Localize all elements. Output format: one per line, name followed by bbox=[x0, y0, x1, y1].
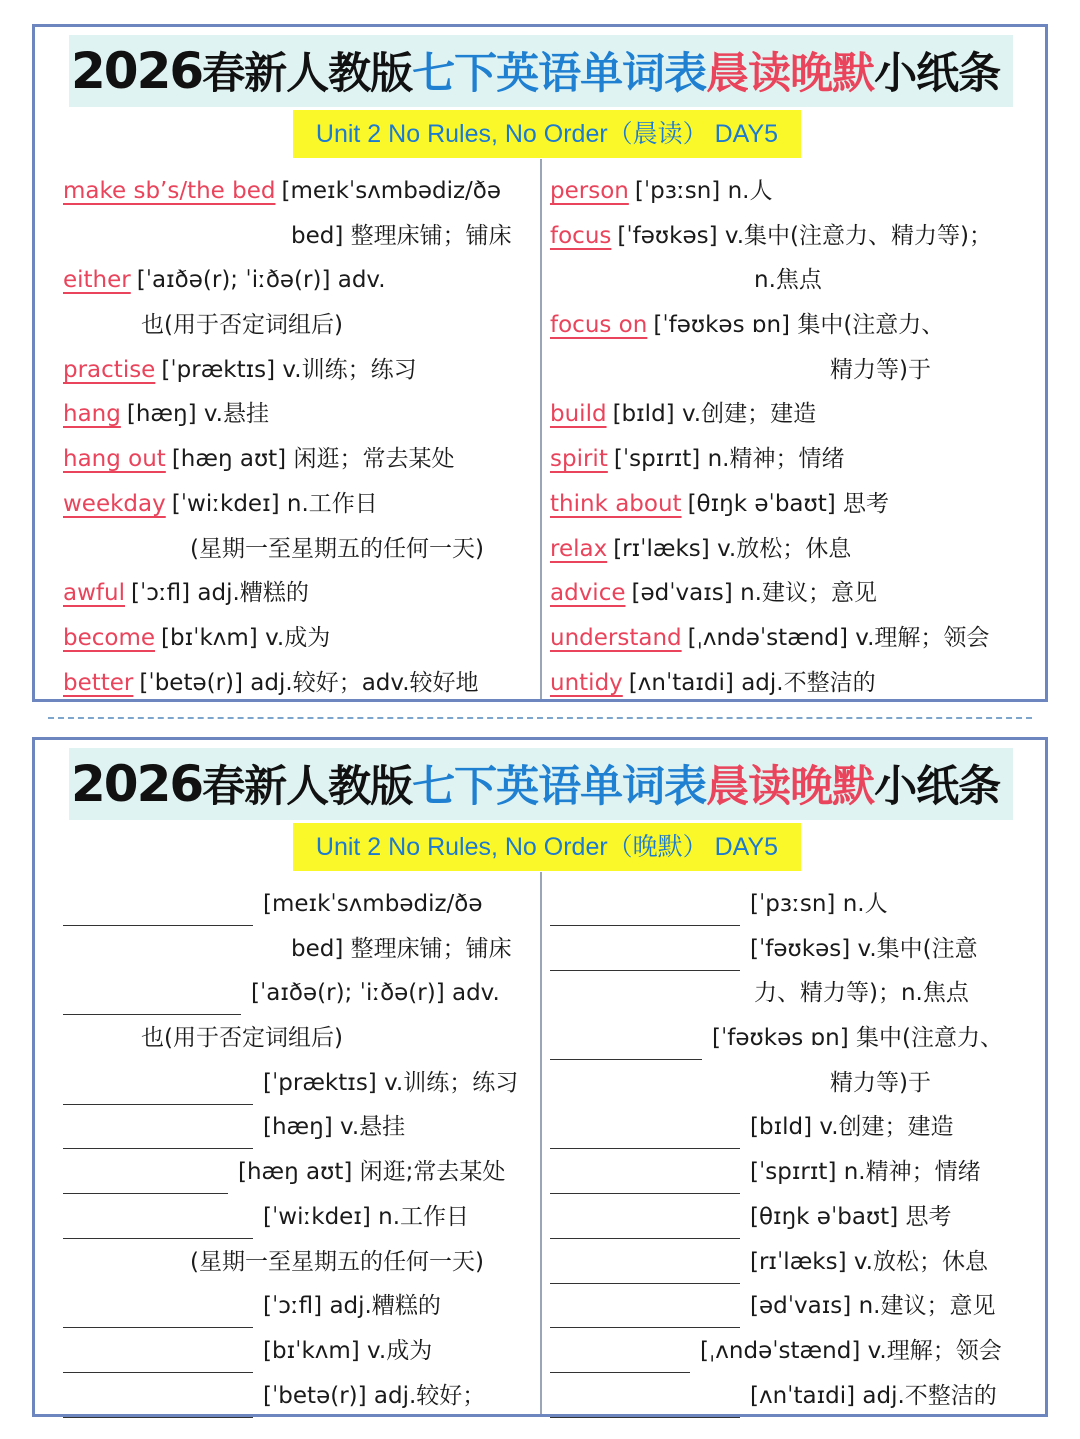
vocab-line bbox=[550, 482, 1046, 527]
vocab-word: advice bbox=[550, 580, 626, 607]
vocab-word: practise bbox=[63, 356, 156, 383]
vocab-definition: [ˈpɜːsn] n.人 bbox=[750, 891, 888, 917]
vocab-line bbox=[63, 437, 535, 482]
vocab-line bbox=[63, 1195, 535, 1240]
answer-blank[interactable] bbox=[550, 939, 740, 971]
vocab-definition: 也(用于否定词组后) bbox=[141, 1025, 343, 1052]
dashed-separator bbox=[48, 717, 1032, 719]
answer-blank[interactable] bbox=[63, 1341, 253, 1373]
vocab-definition: [ˈwiːkdeɪ] n.工作日 bbox=[171, 490, 378, 517]
evening-dictation-card bbox=[32, 737, 1048, 1417]
vocab-line bbox=[63, 927, 535, 972]
vocab-definition: [ədˈvaɪs] n.建议；意见 bbox=[750, 1293, 996, 1320]
vocab-definition: 精力等)于 bbox=[830, 356, 931, 383]
vocab-word: become bbox=[63, 624, 156, 651]
vocab-line bbox=[63, 1374, 535, 1419]
title-part-4: 小纸条 bbox=[874, 762, 1001, 812]
vocab-definition: (星期一至星期五的任何一天) bbox=[190, 535, 484, 562]
vocab-line bbox=[550, 1374, 1046, 1419]
vocab-definition: bed] 整理床铺；铺床 bbox=[291, 222, 512, 249]
vocab-word: untidy bbox=[550, 669, 623, 696]
vocab-word: understand bbox=[550, 624, 682, 651]
vocab-definition: [ˈfəʊkəs ɒn] 集中(注意力、 bbox=[712, 1025, 1003, 1052]
vocab-definition: [ˈfəʊkəs] v.集中(注意 bbox=[750, 935, 978, 962]
vocab-line bbox=[550, 169, 1046, 214]
vocab-definition: [hæŋ aʊt] 闲逛；常去某处 bbox=[171, 446, 455, 473]
vocab-line bbox=[550, 1195, 1046, 1240]
vocab-line bbox=[550, 971, 1046, 1016]
vocab-definition: [ˈbetə(r)] adj.较好； bbox=[263, 1382, 486, 1409]
vocab-definition: [ˌʌndəˈstænd] v.理解；领会 bbox=[687, 624, 990, 651]
vocab-line bbox=[63, 1284, 535, 1329]
unit-subtitle: Unit 2 No Rules, No Order（晨读） DAY5 bbox=[293, 110, 801, 158]
vocab-definition: [meɪkˈsʌmbədiz/ðə bbox=[263, 891, 483, 917]
vocab-definition: [ˌʌndəˈstænd] v.理解；领会 bbox=[700, 1337, 1002, 1364]
answer-blank[interactable] bbox=[550, 1386, 740, 1418]
vocab-definition: [ˈaɪðə(r); ˈiːðə(r)] adv. bbox=[251, 980, 500, 1007]
vocab-definition: (星期一至星期五的任何一天) bbox=[190, 1248, 484, 1275]
vocab-line bbox=[550, 1061, 1046, 1106]
answer-blank[interactable] bbox=[550, 1162, 740, 1194]
vocab-definition: n.焦点 bbox=[754, 267, 822, 294]
vocab-column-left bbox=[63, 882, 535, 1418]
vocab-word: weekday bbox=[63, 490, 166, 517]
answer-blank[interactable] bbox=[550, 1252, 740, 1284]
vocab-line bbox=[63, 258, 535, 303]
vocab-definition: [rɪˈlæks] v.放松；休息 bbox=[750, 1248, 988, 1275]
vocab-word: hang out bbox=[63, 446, 166, 473]
answer-blank[interactable] bbox=[550, 1117, 740, 1149]
vocab-line bbox=[550, 661, 1046, 706]
vocab-line bbox=[550, 527, 1046, 572]
vocab-line bbox=[550, 214, 1046, 259]
answer-blank[interactable] bbox=[550, 1341, 690, 1373]
answer-blank[interactable] bbox=[63, 1117, 253, 1149]
vocab-line bbox=[550, 616, 1046, 661]
vocab-definition: [ədˈvaɪs] n.建议；意见 bbox=[631, 580, 877, 607]
vocab-line bbox=[63, 661, 535, 706]
vocab-line bbox=[63, 1105, 535, 1150]
title-year: 2026 bbox=[71, 42, 203, 100]
vocab-line bbox=[63, 1061, 535, 1106]
vocab-line bbox=[63, 616, 535, 661]
vocab-definition: 也(用于否定词组后) bbox=[141, 312, 343, 339]
column-divider bbox=[540, 159, 542, 699]
vocab-definition: [ʌnˈtaɪdi] adj.不整洁的 bbox=[628, 669, 876, 696]
vocab-word: focus bbox=[550, 222, 612, 249]
vocab-definition: [bɪˈkʌm] v.成为 bbox=[263, 1337, 433, 1364]
title-part-4: 小纸条 bbox=[874, 49, 1001, 99]
vocab-line bbox=[550, 1150, 1046, 1195]
morning-reading-card bbox=[32, 24, 1048, 702]
vocab-line bbox=[63, 1329, 535, 1374]
page-title bbox=[71, 31, 1000, 111]
vocab-word: either bbox=[63, 267, 131, 294]
vocab-definition: [ˈpɜːsn] n.人 bbox=[634, 178, 773, 204]
vocab-definition: [hæŋ] v.悬挂 bbox=[126, 401, 269, 428]
answer-blank[interactable] bbox=[63, 1073, 253, 1105]
vocab-word: better bbox=[63, 669, 134, 696]
vocab-definition: [ˈfəʊkəs] v.集中(注意力、精力等)； bbox=[617, 222, 992, 249]
vocab-line bbox=[550, 258, 1046, 303]
vocab-word: think about bbox=[550, 490, 682, 517]
vocab-line bbox=[63, 571, 535, 616]
vocab-definition: [θɪŋk əˈbaʊt] 思考 bbox=[687, 490, 890, 517]
vocab-word: build bbox=[550, 401, 607, 428]
vocab-line bbox=[63, 169, 535, 214]
vocab-line bbox=[550, 1016, 1046, 1061]
vocab-line bbox=[63, 482, 535, 527]
vocab-definition: [bɪld] v.创建；建造 bbox=[750, 1114, 954, 1141]
vocab-line bbox=[550, 303, 1046, 348]
title-year: 2026 bbox=[71, 755, 203, 813]
answer-blank[interactable] bbox=[550, 894, 740, 926]
title-part-1: 春新人教版 bbox=[202, 49, 413, 99]
vocab-line bbox=[550, 571, 1046, 616]
vocab-definition: [ˈɔːfl] adj.糟糕的 bbox=[130, 580, 309, 607]
vocab-line bbox=[550, 927, 1046, 972]
title-part-3: 晨读晚默 bbox=[706, 49, 875, 99]
vocab-definition: [ˈaɪðə(r); ˈiːðə(r)] adv. bbox=[136, 267, 386, 294]
answer-blank[interactable] bbox=[63, 983, 241, 1015]
vocab-word: spirit bbox=[550, 446, 608, 473]
answer-blank[interactable] bbox=[63, 1296, 253, 1328]
vocab-line bbox=[550, 1240, 1046, 1285]
vocab-line bbox=[550, 1329, 1046, 1374]
answer-blank[interactable] bbox=[63, 1386, 253, 1418]
vocab-definition: [ˈɔːfl] adj.糟糕的 bbox=[263, 1293, 441, 1320]
vocab-word: make sb’s/the bed bbox=[63, 178, 276, 204]
vocab-definition: 力、精力等)；n.焦点 bbox=[754, 980, 969, 1007]
vocab-word: person bbox=[550, 178, 629, 204]
vocab-definition: [hæŋ] v.悬挂 bbox=[263, 1114, 406, 1141]
answer-blank[interactable] bbox=[63, 894, 253, 926]
vocab-definition: [ˈspɪrɪt] n.精神；情绪 bbox=[613, 446, 845, 473]
vocab-column-left bbox=[63, 169, 535, 705]
vocab-line bbox=[63, 348, 535, 393]
unit-subtitle: Unit 2 No Rules, No Order（晚默） DAY5 bbox=[293, 823, 801, 871]
vocab-line bbox=[63, 214, 535, 259]
vocab-line bbox=[550, 392, 1046, 437]
title-part-2: 七下英语单词表 bbox=[412, 49, 707, 99]
vocab-definition: [ʌnˈtaɪdi] adj.不整洁的 bbox=[750, 1382, 997, 1409]
vocab-line bbox=[63, 1016, 535, 1061]
vocab-definition: [ˈpræktɪs] v.训练；练习 bbox=[161, 356, 417, 383]
vocab-line bbox=[63, 392, 535, 437]
vocab-definition: [θɪŋk əˈbaʊt] 思考 bbox=[750, 1203, 952, 1230]
title-part-3: 晨读晚默 bbox=[706, 762, 875, 812]
vocab-word: focus on bbox=[550, 312, 648, 339]
answer-blank[interactable] bbox=[63, 1162, 228, 1194]
vocab-definition: [meɪkˈsʌmbədiz/ðə bbox=[281, 178, 501, 204]
vocab-line bbox=[550, 348, 1046, 393]
answer-blank[interactable] bbox=[550, 1296, 740, 1328]
vocab-definition: [bɪld] v.创建；建造 bbox=[612, 401, 817, 428]
vocab-line bbox=[550, 1284, 1046, 1329]
vocab-definition: bed] 整理床铺；铺床 bbox=[291, 935, 512, 962]
answer-blank[interactable] bbox=[63, 1207, 253, 1239]
vocab-word: awful bbox=[63, 580, 125, 607]
title-part-2: 七下英语单词表 bbox=[412, 762, 707, 812]
vocab-definition: [hæŋ aʊt] 闲逛;常去某处 bbox=[238, 1159, 506, 1186]
vocab-definition: 精力等)于 bbox=[830, 1069, 931, 1096]
answer-blank[interactable] bbox=[550, 1028, 702, 1060]
title-part-1: 春新人教版 bbox=[202, 762, 413, 812]
vocab-definition: [ˈspɪrɪt] n.精神；情绪 bbox=[750, 1159, 981, 1186]
vocab-line bbox=[63, 882, 535, 927]
vocab-line bbox=[63, 303, 535, 348]
vocab-definition: [ˈpræktɪs] v.训练；练习 bbox=[263, 1069, 519, 1096]
vocab-definition: [ˈfəʊkəs ɒn] 集中(注意力、 bbox=[653, 312, 945, 339]
vocab-definition: [bɪˈkʌm] v.成为 bbox=[161, 624, 331, 651]
vocab-definition: [rɪˈlæks] v.放松；休息 bbox=[613, 535, 852, 562]
vocab-line bbox=[63, 1240, 535, 1285]
vocab-word: hang bbox=[63, 401, 121, 428]
vocab-column-right bbox=[550, 169, 1046, 705]
answer-blank[interactable] bbox=[550, 1207, 740, 1239]
page-title bbox=[71, 744, 1000, 824]
vocab-line bbox=[550, 882, 1046, 927]
vocab-definition: [ˈwiːkdeɪ] n.工作日 bbox=[263, 1203, 470, 1230]
vocab-line bbox=[550, 1105, 1046, 1150]
vocab-line bbox=[550, 437, 1046, 482]
vocab-line bbox=[63, 971, 535, 1016]
vocab-word: relax bbox=[550, 535, 608, 562]
vocab-line bbox=[63, 527, 535, 572]
vocab-line bbox=[63, 1150, 535, 1195]
vocab-column-right bbox=[550, 882, 1046, 1418]
vocab-definition: [ˈbetə(r)] adj.较好；adv.较好地 bbox=[139, 669, 479, 696]
column-divider bbox=[540, 872, 542, 1414]
